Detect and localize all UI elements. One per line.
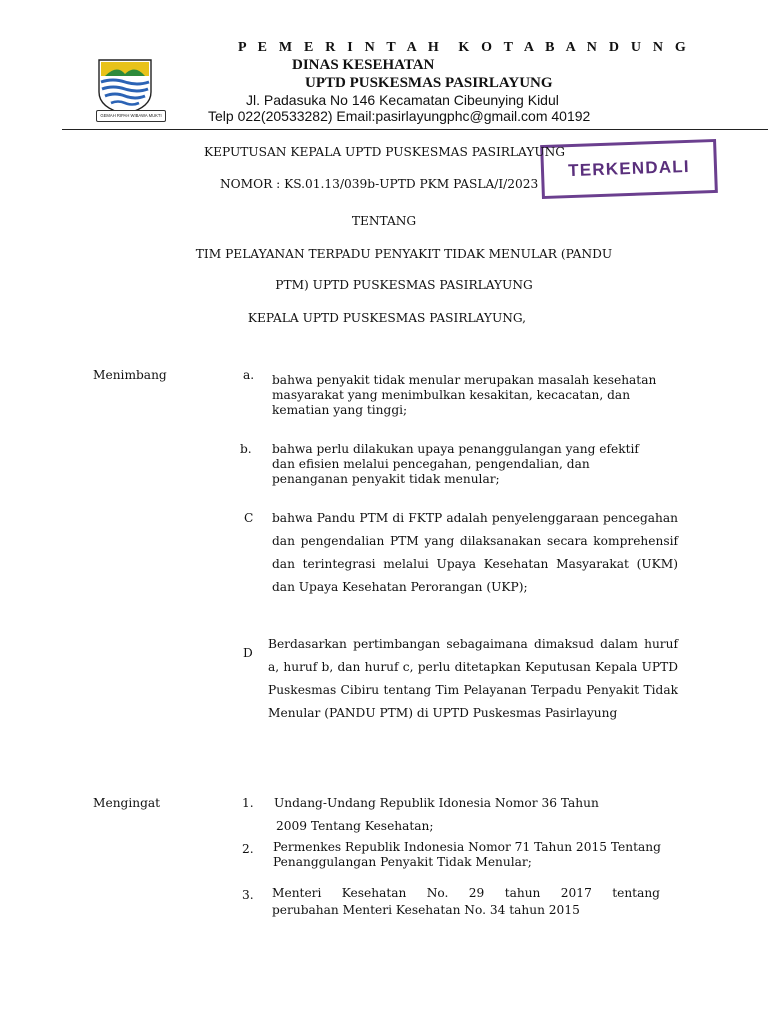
menimbang-item-c: bahwa Pandu PTM di FKTP adalah penyelenggaraan pencegahan dan pengendalian PTM yang dilaksanakan secara komprehensif dan terintegrasi melalui Upaya Kesehatan Masyarakat (UKM) dan Upaya Kesehatan Perorangan (UKP); xyxy=(272,511,678,594)
logo-motto: GEMAH RIPAH WIBAWA MUKTI xyxy=(100,113,162,118)
mengingat-item-3-line-2: perubahan Menteri Kesehatan No. 34 tahun 2015 xyxy=(272,903,580,917)
mengingat-item-2-line-2: Penanggulangan Penyakit Tidak Menular; xyxy=(273,855,532,869)
mengingat-marker-1: 1. xyxy=(242,796,254,810)
decree-subject-line-1: TIM PELAYANAN TERPADU PENYAKIT TIDAK MENULAR (PANDU xyxy=(195,247,613,261)
logo-motto-ribbon xyxy=(96,110,166,122)
decree-head: KEPALA UPTD PUSKESMAS PASIRLAYUNG, xyxy=(247,311,527,325)
menimbang-marker-a: a. xyxy=(243,368,255,382)
department-heading: DINAS KESEHATAN xyxy=(292,57,435,73)
contact-line: Telp 022(20533282) Email:pasirlayungphc@gmail.com 40192 xyxy=(208,108,591,124)
header-divider xyxy=(62,129,768,130)
mengingat-label: Mengingat xyxy=(93,796,161,810)
mengingat-item-3-line-1: Menteri Kesehatan No. 29 tahun 2017 tentang xyxy=(272,886,660,900)
decree-title: KEPUTUSAN KEPALA UPTD PUSKESMAS PASIRLAYUNG xyxy=(204,145,566,159)
mengingat-item-1-line-2: 2009 Tentang Kesehatan; xyxy=(276,819,434,833)
menimbang-item-d: Berdasarkan pertimbangan sebagaimana dimaksud dalam huruf a, huruf b, dan huruf c, perlu ditetapkan Keputusan Kepala UPTD Puskesmas Cibiru tentang Tim Pelayanan Terpadu Penyakit Tidak Menular (PANDU PTM) di UPTD Puskesmas Pasirlayung xyxy=(268,637,678,720)
mengingat-marker-3: 3. xyxy=(242,888,254,902)
menimbang-label: Menimbang xyxy=(93,368,167,382)
decree-about: TENTANG xyxy=(351,214,417,228)
menimbang-marker-b: b. xyxy=(240,442,252,456)
decree-subject-line-2: PTM) UPTD PUSKESMAS PASIRLAYUNG xyxy=(275,278,533,292)
government-heading: P E M E R I N T A H K O T A B A N D U N G xyxy=(238,40,690,55)
address-line: Jl. Padasuka No 146 Kecamatan Cibeunying Kidul xyxy=(246,92,559,108)
menimbang-item-a: bahwa penyakit tidak menular merupakan masalah kesehatan masyarakat yang menimbulkan kesakitan, kecacatan, dan kematian yang tinggi; xyxy=(272,373,657,417)
mengingat-item-2-line-1: Permenkes Republik Indonesia Nomor 71 Tahun 2015 Tentang xyxy=(273,840,661,854)
menimbang-marker-c: C xyxy=(244,511,254,525)
mengingat-item-1-line-1: Undang-Undang Republik Idonesia Nomor 36 Tahun xyxy=(274,796,599,810)
decree-number: NOMOR : KS.01.13/039b-UPTD PKM PASLA/I/2023 xyxy=(220,177,539,191)
menimbang-item-b: bahwa perlu dilakukan upaya penanggulangan yang efektif dan efisien melalui pencegahan, pengendalian, dan penanganan penyakit tidak menular; xyxy=(272,442,639,486)
menimbang-marker-d: D xyxy=(243,646,253,660)
controlled-stamp: TERKENDALI xyxy=(540,139,718,199)
unit-heading: UPTD PUSKESMAS PASIRLAYUNG xyxy=(305,75,553,91)
mengingat-marker-2: 2. xyxy=(242,842,254,856)
